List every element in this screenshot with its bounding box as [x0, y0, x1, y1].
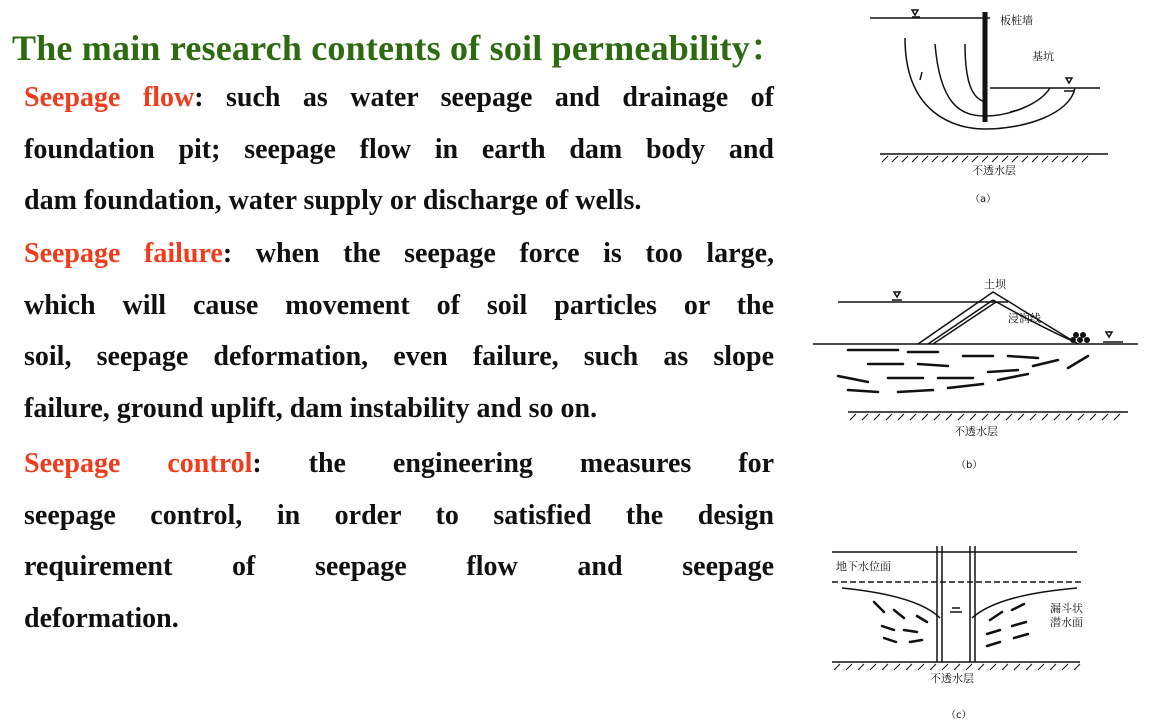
term-seepage-flow: Seepage flow — [24, 82, 195, 113]
figure-a-sheet-pile-seepage — [860, 4, 1120, 214]
label-phreatic-surface: 潜水面 — [1050, 616, 1083, 629]
label-foundation-pit: 基坑 — [1032, 50, 1054, 63]
text-line: foundation pit; seepage flow in earth dam body and — [24, 133, 774, 165]
text-line: failure, ground uplift, dam instability and so on. — [24, 393, 598, 425]
text-line: which will cause movement of soil particles or the — [24, 289, 774, 321]
text-line — [24, 72, 774, 124]
label-impervious-layer: 不透水层 — [972, 164, 1016, 177]
term-seepage-failure: Seepage failure — [24, 238, 223, 269]
label-impervious-layer: 不透水层 — [954, 425, 998, 438]
text-line: soil, seepage deformation, even failure, such as slope — [24, 341, 774, 373]
label-sheet-pile-wall: 板桩墙 — [1000, 14, 1033, 27]
figure-a-caption: （a） — [970, 194, 997, 205]
label-phreatic-line: 浸润线 — [1008, 312, 1041, 325]
figure-b-earth-dam-seepage — [808, 272, 1138, 477]
label-funnel-shaped: 漏斗状 — [1050, 602, 1083, 615]
text-line: deformation. — [24, 603, 179, 635]
label-groundwater-level: 地下水位面 — [836, 560, 891, 573]
section-seepage-flow — [24, 72, 774, 227]
term-seepage-control: Seepage control — [24, 448, 253, 479]
figure-c-caption: （c） — [946, 710, 972, 721]
section-seepage-failure — [24, 228, 774, 435]
label-impervious-layer: 不透水层 — [930, 672, 974, 685]
figure-b-caption: （b） — [956, 460, 983, 471]
slide-title: The main research contents of soil permeability： — [12, 28, 787, 68]
text-line — [24, 438, 774, 490]
label-earth-dam: 土坝 — [984, 278, 1006, 291]
text-span: : the engineering measures for — [252, 448, 774, 479]
text-line: requirement of seepage flow and seepage — [24, 551, 774, 583]
text-span: : when the seepage force is too large, — [222, 238, 774, 269]
section-seepage-control — [24, 438, 774, 645]
text-line: seepage control, in order to satisfied the design — [24, 499, 774, 531]
text-line: dam foundation, water supply or discharge of wells. — [24, 185, 642, 217]
figure-c-well-drawdown — [822, 540, 1092, 724]
text-line — [24, 228, 774, 280]
text-span: : such as water seepage and drainage of — [194, 82, 774, 113]
